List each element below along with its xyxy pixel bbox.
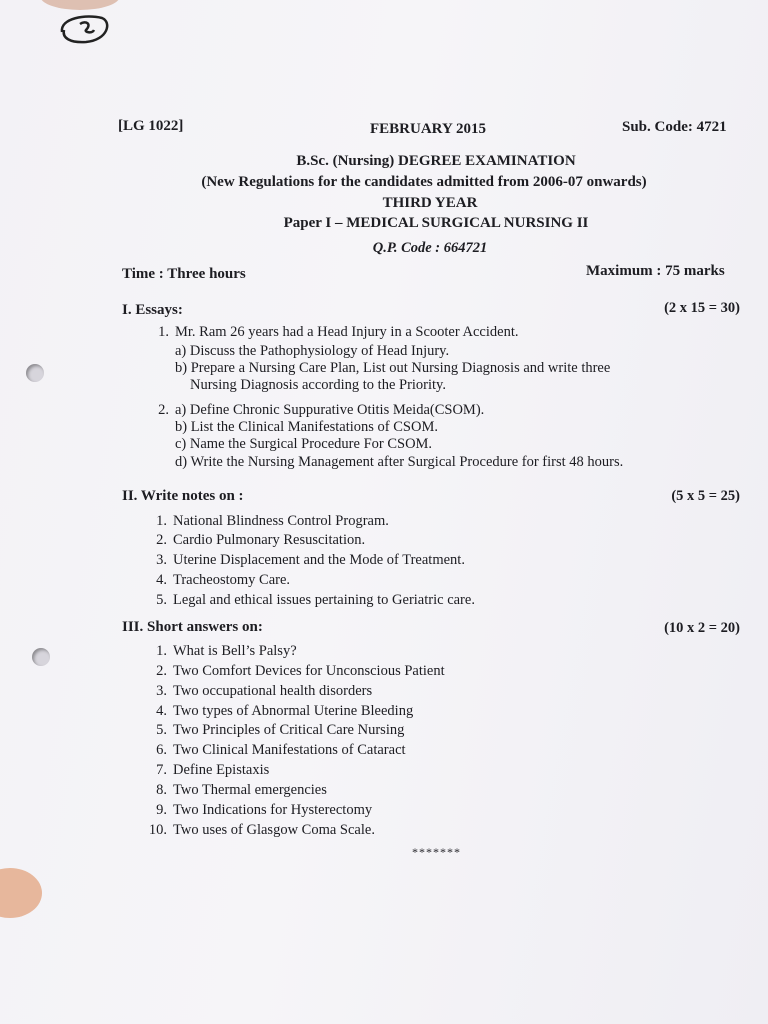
essay-1a: a) Discuss the Pathophysiology of Head Injury. xyxy=(175,343,450,359)
essay-1b: b) Prepare a Nursing Care Plan, List out Nursing Diagnosis and write three xyxy=(175,360,611,376)
item-text: Two occupational health disorders xyxy=(173,683,373,699)
item-number: 3. xyxy=(156,552,167,568)
item-text: Define Epistaxis xyxy=(173,762,270,778)
list-item xyxy=(143,762,269,779)
section-short-title: III. Short answers on: xyxy=(122,619,263,635)
item-number: 4. xyxy=(156,703,167,719)
subject-code: Sub. Code: 4721 xyxy=(622,119,727,135)
item-number: 3. xyxy=(156,683,167,699)
list-item xyxy=(143,552,465,569)
item-number: 2. xyxy=(156,663,167,679)
question-number: 2. xyxy=(158,402,169,418)
end-mark: ******* xyxy=(412,845,461,859)
section-short-marks: (10 x 2 = 20) xyxy=(664,620,740,636)
list-item xyxy=(143,532,365,549)
item-text: Two Comfort Devices for Unconscious Patient xyxy=(173,663,445,679)
question-text: Mr. Ram 26 years had a Head Injury in a Scooter Accident. xyxy=(175,324,519,340)
item-number: 10. xyxy=(148,822,167,838)
list-item xyxy=(143,802,372,819)
maximum-marks: Maximum : 75 marks xyxy=(586,263,725,279)
item-text: Two Indications for Hysterectomy xyxy=(173,802,373,818)
item-number: 4. xyxy=(156,572,167,588)
item-text: Two types of Abnormal Uterine Bleeding xyxy=(173,703,414,719)
essay-1b-cont: Nursing Diagnosis according to the Priority. xyxy=(190,377,446,393)
item-number: 1. xyxy=(156,513,167,529)
item-text: What is Bell’s Palsy? xyxy=(173,643,297,659)
list-item xyxy=(143,722,404,739)
item-number: 2. xyxy=(156,532,167,548)
essay-question-2 xyxy=(145,402,484,419)
item-text: Two Thermal emergencies xyxy=(173,782,327,798)
item-text: Two uses of Glasgow Coma Scale. xyxy=(173,822,375,838)
exam-date: FEBRUARY 2015 xyxy=(370,121,487,137)
item-number: 9. xyxy=(156,802,167,818)
question-text: a) Define Chronic Suppurative Otitis Meida(CSOM). xyxy=(175,402,485,418)
list-item xyxy=(143,592,475,609)
list-item xyxy=(143,572,290,589)
section-essays-marks: (2 x 15 = 30) xyxy=(664,300,740,316)
essay-2d: d) Write the Nursing Management after Surgical Procedure for first 48 hours. xyxy=(175,454,624,470)
item-number: 1. xyxy=(156,643,167,659)
item-number: 5. xyxy=(156,592,167,608)
item-number: 5. xyxy=(156,722,167,738)
year-line: THIRD YEAR xyxy=(382,195,478,211)
paper-code: [LG 1022] xyxy=(118,118,184,134)
exam-title: B.Sc. (Nursing) DEGREE EXAMINATION xyxy=(296,153,576,169)
item-text: Two Clinical Manifestations of Cataract xyxy=(173,742,406,758)
regulations-line: (New Regulations for the candidates admitted from 2006-07 onwards) xyxy=(201,174,647,190)
list-item xyxy=(143,663,445,680)
question-number: 1. xyxy=(158,324,169,340)
list-item xyxy=(143,782,327,799)
section-notes-title: II. Write notes on : xyxy=(122,488,244,504)
section-notes-marks: (5 x 5 = 25) xyxy=(671,488,740,504)
item-text: Tracheostomy Care. xyxy=(173,572,291,588)
qp-code: Q.P. Code : 664721 xyxy=(372,240,488,256)
essay-2b: b) List the Clinical Manifestations of CSOM. xyxy=(175,419,438,435)
section-essays-title: I. Essays: xyxy=(122,302,183,318)
list-item xyxy=(143,703,413,720)
item-number: 6. xyxy=(156,742,167,758)
time-label: Time : Three hours xyxy=(122,266,246,282)
list-item xyxy=(143,683,372,700)
list-item xyxy=(143,643,297,660)
item-number: 7. xyxy=(156,762,167,778)
essay-question-1 xyxy=(145,324,518,341)
item-text: National Blindness Control Program. xyxy=(173,513,389,529)
item-text: Two Principles of Critical Care Nursing xyxy=(173,722,405,738)
list-item xyxy=(143,742,406,759)
item-number: 8. xyxy=(156,782,167,798)
item-text: Uterine Displacement and the Mode of Treatment. xyxy=(173,552,465,568)
essay-2c: c) Name the Surgical Procedure For CSOM. xyxy=(175,436,433,452)
list-item xyxy=(143,513,389,530)
item-text: Legal and ethical issues pertaining to Geriatric care. xyxy=(173,592,475,608)
paper-title: Paper I – MEDICAL SURGICAL NURSING II xyxy=(283,215,589,231)
item-text: Cardio Pulmonary Resuscitation. xyxy=(173,532,366,548)
list-item xyxy=(143,822,375,839)
